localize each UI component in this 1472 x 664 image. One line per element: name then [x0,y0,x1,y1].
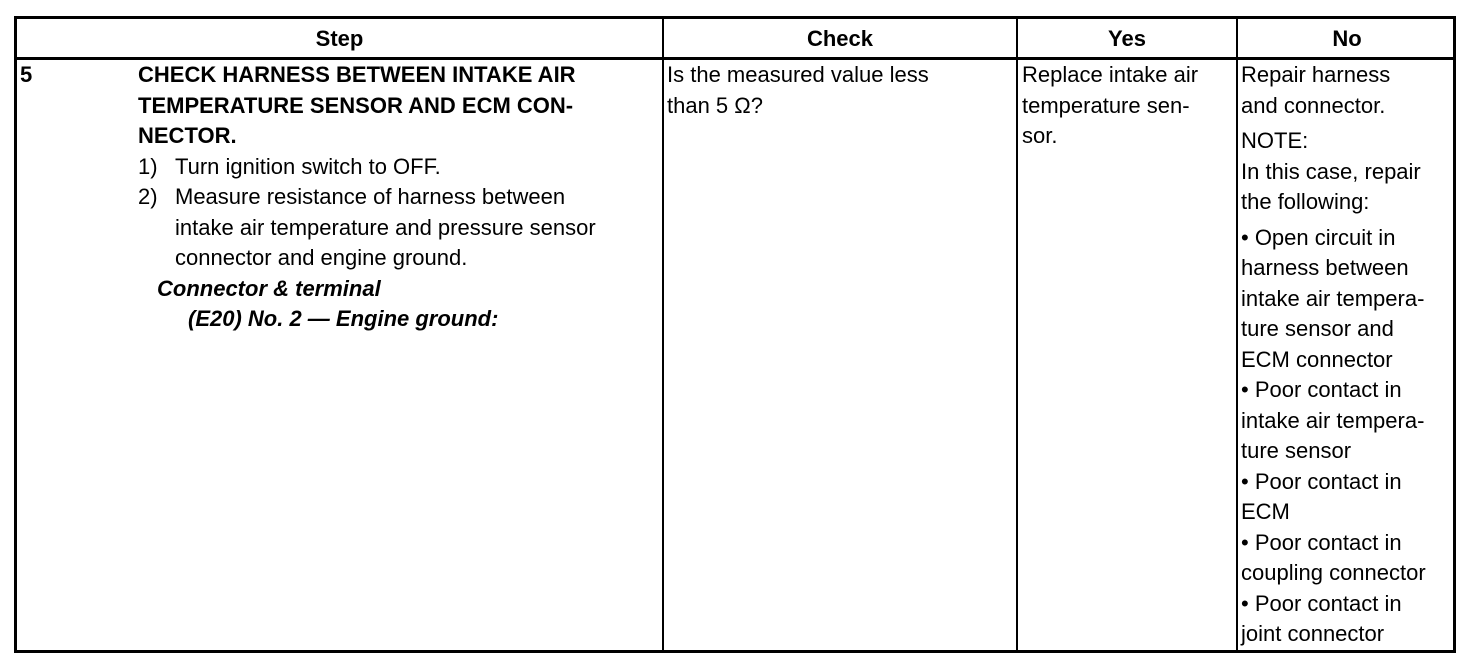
note-block [1241,126,1455,218]
note-line: In this case, repair [1241,158,1421,184]
check-line: than 5 Ω? [667,92,763,118]
yes-content [1022,60,1234,152]
header-check: Check [806,26,874,51]
no-line: Repair harness [1241,62,1391,87]
header-no: No [1332,26,1362,51]
yes-line: temperature sen- [1022,92,1190,118]
substep-1 [138,152,658,183]
bullet-item [1241,223,1455,376]
bullet-line: ture sensor and [1241,316,1394,341]
step-title-line: NECTOR. [138,123,237,148]
no-content [1241,60,1455,650]
col-divider-step-check [662,19,664,650]
bullet-line: intake air tempera- [1241,407,1425,433]
step-title-line: TEMPERATURE SENSOR AND ECM CON- [138,92,574,118]
bullet-item [1241,375,1455,467]
bullet-line: coupling connector [1241,560,1426,585]
no-line: and connector. [1241,92,1386,118]
header-yes: Yes [1108,26,1146,51]
yes-line: sor. [1022,123,1058,148]
bullet-line: joint connector [1241,621,1385,646]
bullet-line: • Poor contact in [1241,377,1402,402]
connector-label: Connector & terminal [157,275,381,301]
bullet-line: ECM [1241,499,1290,524]
bullet-item [1241,528,1455,589]
substep-number: 1) [138,153,158,179]
bullet-line: • Poor contact in [1241,468,1402,494]
bullet-line: • Open circuit in [1241,224,1396,250]
bullet-item [1241,589,1455,650]
check-line: Is the measured value less [667,62,929,87]
diagnostic-table [14,16,1456,653]
substep-line: Measure resistance of harness between [175,184,566,209]
header-step: Step [315,26,364,51]
substep-number: 2) [138,184,158,209]
bullet-item [1241,467,1455,528]
bullet-line: • Poor contact in [1241,590,1402,616]
substep-line: Turn ignition switch to OFF. [175,153,441,179]
col-divider-yes-no [1236,19,1238,650]
connector-value: (E20) No. 2 — Engine ground: [188,306,499,331]
bullet-line: harness between [1241,255,1409,280]
substep-2 [138,182,658,274]
step-title-line: CHECK HARNESS BETWEEN INTAKE AIR [138,62,576,87]
bullet-line: • Poor contact in [1241,529,1402,555]
note-line: the following: [1241,189,1370,214]
bullet-line: intake air tempera- [1241,285,1425,311]
yes-line: Replace intake air [1022,62,1199,87]
bullet-line: ECM connector [1241,346,1393,372]
step-content [138,60,658,335]
note-line: NOTE: [1241,128,1309,153]
check-content [667,60,1012,121]
substep-line: intake air temperature and pressure sensor [175,214,596,240]
substep-line: connector and engine ground. [175,245,468,270]
col-divider-check-yes [1016,19,1018,650]
bullet-line: ture sensor [1241,438,1352,463]
step-number: 5 [20,62,33,87]
